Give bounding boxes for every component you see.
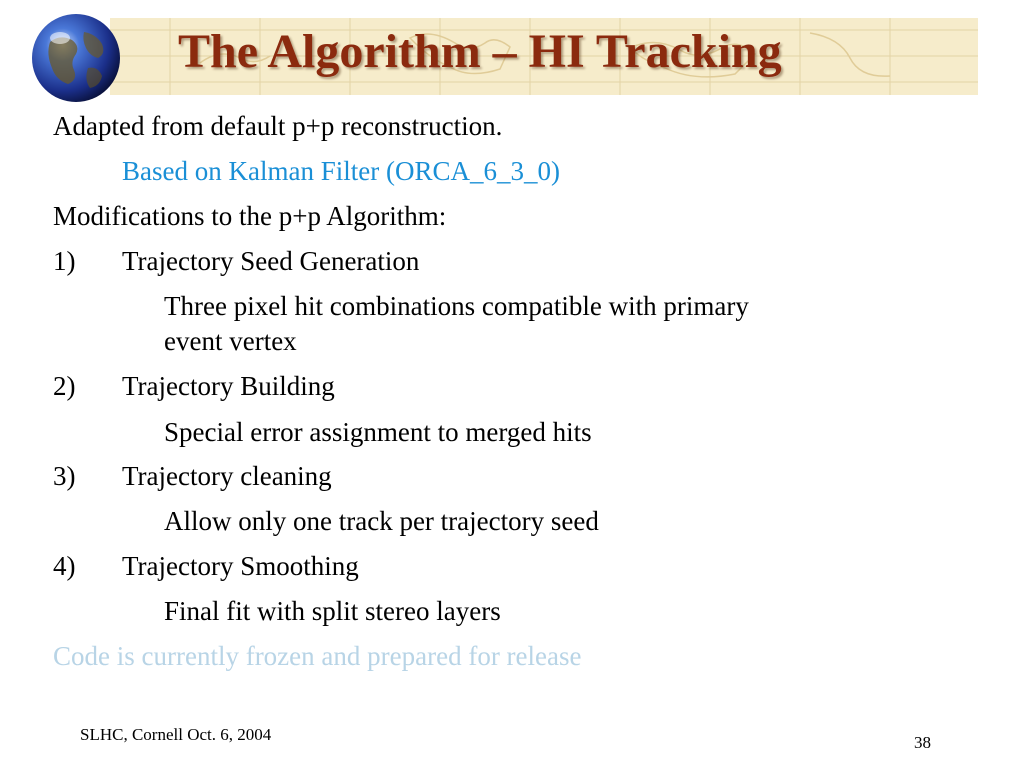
step-title: Trajectory Smoothing <box>122 551 359 581</box>
step-detail: Three pixel hit combinations compatible with primary <box>164 291 749 321</box>
step-detail: Special error assignment to merged hits <box>164 417 592 447</box>
step-number: 2) <box>53 371 76 401</box>
slide-title: The Algorithm – HI Tracking <box>178 25 782 78</box>
text-line-modifications: Modifications to the p+p Algorithm: <box>53 201 447 231</box>
step-number: 3) <box>53 461 76 491</box>
closing-note: Code is currently frozen and prepared for release <box>53 641 582 671</box>
step-detail-continued: event vertex <box>164 326 297 356</box>
text-line-kalman: Based on Kalman Filter (ORCA_6_3_0) <box>122 156 560 186</box>
footer-event: SLHC, Cornell Oct. 6, 2004 <box>80 725 272 744</box>
page-number: 38 <box>914 733 931 752</box>
text-line-adapted: Adapted from default p+p reconstruction. <box>53 111 503 141</box>
step-title: Trajectory Seed Generation <box>122 246 420 276</box>
step-number: 1) <box>53 246 76 276</box>
step-detail: Final fit with split stereo layers <box>164 596 501 626</box>
globe-icon <box>30 12 122 104</box>
step-title: Trajectory Building <box>122 371 335 401</box>
step-detail: Allow only one track per trajectory seed <box>164 506 599 536</box>
step-number: 4) <box>53 551 76 581</box>
step-title: Trajectory cleaning <box>122 461 332 491</box>
